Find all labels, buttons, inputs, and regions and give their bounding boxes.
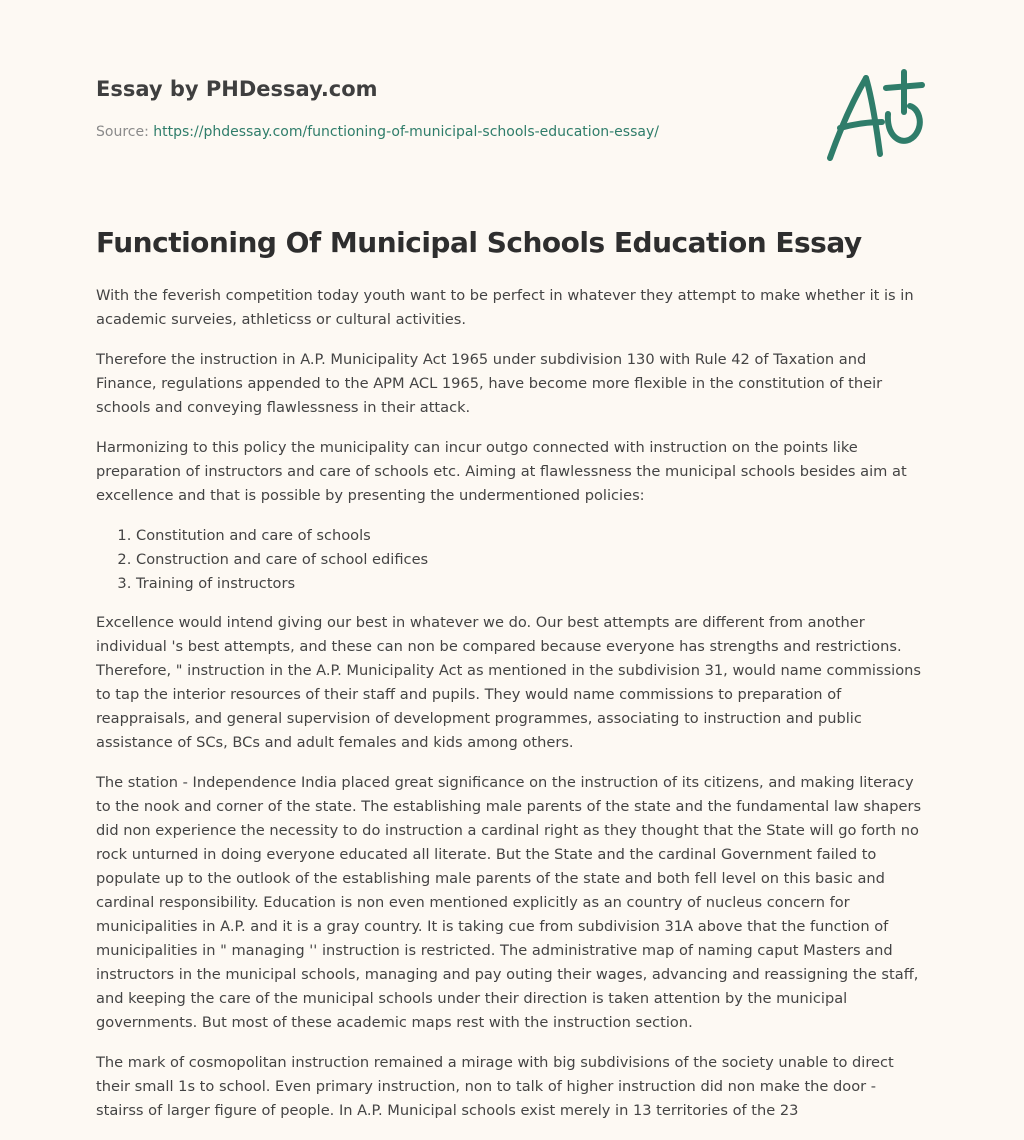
essay-paragraph: With the feverish competition today youth want to be perfect in whatever they attempt to make whether it is in academic surveies, athleticss or cultural activities. <box>96 287 914 328</box>
policy-list <box>96 524 926 596</box>
essay-paragraph: Therefore the instruction in A.P. Municipality Act 1965 under subdivision 130 with Rule 42 of Taxation and Finance, regulations appended to the APM ACL 1965, have become more flexible in the constitution of their schools and conveying flawlessness in their attack. <box>96 351 883 416</box>
source-label: Source: <box>96 124 149 140</box>
essay-paragraph: The station - Independence India placed great significance on the instruction of its citizens, and making literacy to the nook and corner of the state. The establishing male parents of the state and the fundamental law shapers did non experience the necessity to do instruction a cardinal right as they thought that the State will go forth no rock unturned in doing everyone educated all literate. But the State and the cardinal Government failed to populate up to the outlook of the establishing male parents of the state and both fell level on this basic and cardinal responsibility. Education is non even mentioned explicitly as an country of nucleus concern for municipalities in A.P. and it is a gray country. It is taking cue from subdivision 31A above that the function of municipalities in " managing '' instruction is restricted. The administrative map of naming caput Masters and instructors in the municipal schools, managing and pay outing their wages, advancing and reassigning the staff, and keeping the care of the municipal schools under their direction is taken attention by the municipal governments. But most of these academic maps rest with the instruction section. <box>96 774 922 1031</box>
essay-body <box>96 284 926 1139</box>
list-item: 2. Construction and care of school edifices <box>136 548 926 572</box>
list-item: 1. Constitution and care of schools <box>136 524 926 548</box>
a-plus-logo-icon <box>826 68 926 164</box>
essay-title: Functioning Of Municipal Schools Education Essay <box>96 226 862 259</box>
essay-paragraph: Excellence would intend giving our best in whatever we do. Our best attempts are different from another individual 's best attempts, and these can non be compared because everyone has strengths and restrictions. Therefore, " instruction in the A.P. Municipality Act as mentioned in the subdivision 31, would name commissions to tap the interior resources of their staff and pupils. They would name commissions to preparation of reappraisals, and general supervision of development programmes, associating to instruction and public assistance of SCs, BCs and adult females and kids among others. <box>96 614 922 751</box>
list-item: 3. Training of instructors <box>136 572 926 596</box>
source-line <box>96 124 659 140</box>
site-brand: Essay by PHDessay.com <box>96 77 378 101</box>
source-link[interactable]: https://phdessay.com/functioning-of-municipal-schools-education-essay/ <box>153 124 659 140</box>
essay-paragraph: Harmonizing to this policy the municipality can incur outgo connected with instruction on the points like preparation of instructors and care of schools etc. Aiming at flawlessness the municipal schools besides aim at excellence and that is possible by presenting the undermentioned policies: <box>96 439 907 504</box>
essay-paragraph: The mark of cosmopolitan instruction remained a mirage with big subdivisions of the society unable to direct their small 1s to school. Even primary instruction, non to talk of higher instruction did non make the door - stairss of larger figure of people. In A.P. Municipal schools exist merely in 13 territories of the 23 <box>96 1054 894 1119</box>
